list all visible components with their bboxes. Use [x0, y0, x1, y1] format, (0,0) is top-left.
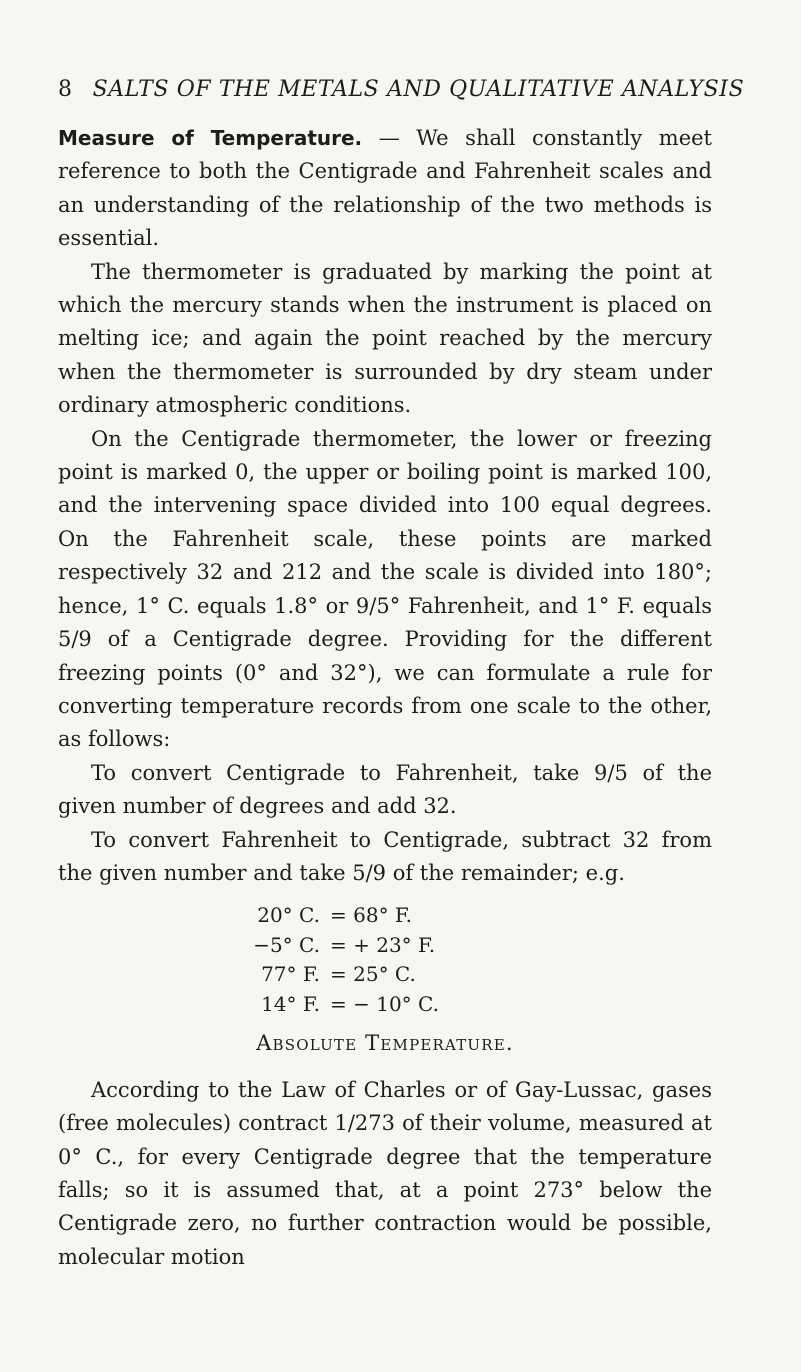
paragraph-c-to-f-rule: To convert Centigrade to Fahrenheit, take 9/5 of the given number of degrees and add 32.	[58, 760, 712, 819]
paragraph-graduation: The thermometer is graduated by marking the point at which the mercury stands when the instrument is placed on melting ice; and again the point reached by the mercury when the thermometer is surrounded by dry steam under ordinary atmospheric conditions.	[58, 259, 712, 418]
paragraph-absolute-temperature: According to the Law of Charles or of Gay-Lussac, gases (free molecules) contract 1/273 of their volume, measured at 0° C., for every Centigrade degree that the temperature falls; so it is assumed that, at a point 273° below the Centigrade zero, no further contraction would be possible, molecular motion	[58, 1077, 712, 1269]
conversion-rhs: = 25° C.	[330, 962, 416, 987]
conversion-lhs: 77° F.	[261, 962, 320, 987]
paragraph-f-to-c-rule: To convert Fahrenheit to Centigrade, subtract 32 from the given number and take 5/9 of the remainder; e.g.	[58, 827, 712, 885]
conversion-row	[232, 960, 712, 990]
running-title: SALTS OF THE METALS AND QUALITATIVE ANALYSIS	[92, 77, 745, 102]
conversion-lhs: −5° C.	[253, 932, 320, 957]
page-body	[58, 122, 712, 1274]
page-number: 8	[58, 77, 73, 102]
conversion-rhs: = − 10° C.	[330, 991, 439, 1016]
section-heading-absolute-temperature: Absolute Temperature.	[256, 1031, 514, 1056]
paragraph-scales: On the Centigrade thermometer, the lower or freezing point is marked 0, the upper or boiling point is marked 100, and the intervening space divided into 100 equal degrees. On the Fahrenheit scale, these points are marked respectively 32 and 212 and the scale is divided into 180°; hence, 1° C. equals 1.8° or 9/5° Fahrenheit, and 1° F. equals 5/9 of a Centigrade degree. Providing for the different freezing points (0° and 32°), we can formulate a rule for converting temperature records from one scale to the other, as follows:	[58, 426, 712, 752]
section-lead-heading: Measure of Temperature.	[58, 126, 363, 150]
paragraph-intro-text: — We shall constantly meet reference to both the Centigrade and Fahrenheit scales and an understanding of the relationship of the two methods is essential.	[58, 126, 712, 251]
conversion-row	[232, 901, 712, 931]
conversion-lhs: 14° F.	[261, 991, 320, 1016]
running-header	[58, 77, 758, 102]
conversion-row	[232, 931, 712, 961]
paragraph-measure-of-temperature	[58, 122, 712, 256]
conversion-row	[232, 990, 712, 1020]
conversion-lhs: 20° C.	[257, 903, 320, 928]
conversion-examples	[232, 901, 712, 1019]
conversion-rhs: = + 23° F.	[330, 932, 436, 957]
conversion-rhs: = 68° F.	[330, 903, 413, 928]
